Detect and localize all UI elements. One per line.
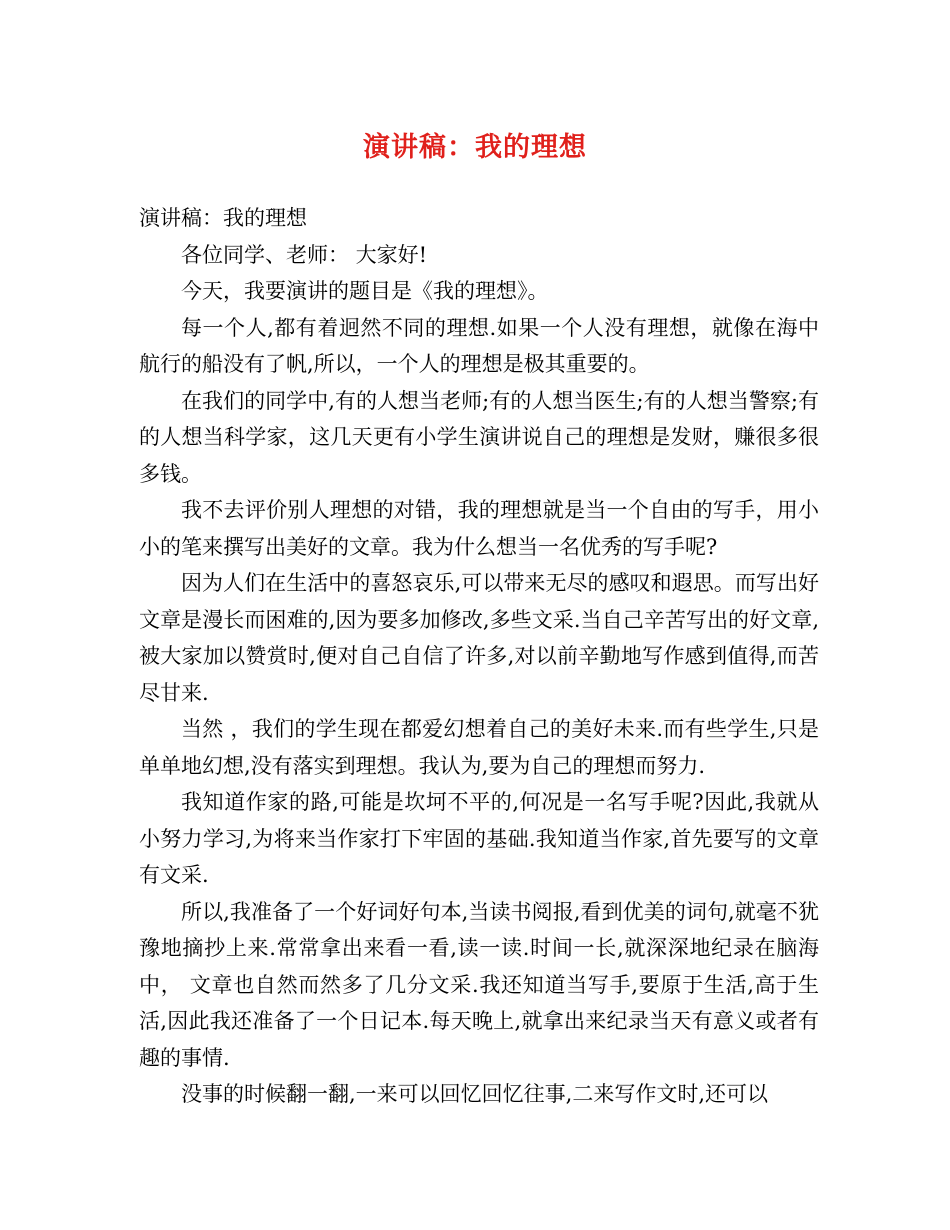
paragraph-greeting: 各位同学、老师： 大家好!: [181, 242, 428, 267]
paragraph-heading: 演讲稿：我的理想: [139, 206, 307, 230]
paragraph: 所以,我准备了一个好词好句本,当读书阅报,看到优美的词句,就毫不犹豫地摘抄上来.常常拿出来看一看,读一读.时间一长,就深深地纪录在脑海中， 文章也自然而然多了几分文采.我还知道当写手,要原于生活,高于生活,因此我还准备了一个日记本.每天晚上,就拿出来纪录当天有意义或者有趣的事情.: [139, 899, 819, 1070]
paragraph: 今天，我要演讲的题目是《我的理想》。: [181, 279, 549, 303]
paragraph: 当然 ，我们的学生现在都爱幻想着自己的美好未来.而有些学生,只是单单地幻想,没有落实到理想。我认为,要为自己的理想而努力.: [139, 717, 819, 778]
paragraph: 我不去评价别人理想的对错，我的理想就是当一个自由的写手，用小小的笔来撰写出美好的文章。我为什么想当一名优秀的写手呢?: [139, 498, 819, 559]
page-title: 演讲稿：我的理想: [363, 132, 587, 163]
paragraph: 我知道作家的路,可能是坎坷不平的,何况是一名写手呢?因此,我就从小努力学习,为将来当作家打下牢固的基础.我知道当作家,首先要写的文章有文采.: [139, 790, 819, 887]
paragraph: 没事的时候翻一翻,一来可以回忆回忆往事,二来写作文时,还可以: [181, 1082, 769, 1106]
paragraph: 因为人们在生活中的喜怒哀乐,可以带来无尽的感叹和遐思。而写出好文章是漫长而困难的,因为要多加修改,多些文采.当自己辛苦写出的好文章,被大家加以赞赏时,便对自己自信了许多,对以前辛勤地写作感到值得,而苦尽甘来.: [139, 571, 819, 705]
paragraph: 在我们的同学中,有的人想当老师;有的人想当医生;有的人想当警察;有的人想当科学家，这几天更有小学生演讲说自己的理想是发财，赚很多很多钱。: [139, 388, 819, 486]
document-body: [139, 200, 819, 1113]
paragraph: 每一个人,都有着迥然不同的理想.如果一个人没有理想，就像在海中航行的船没有了帆,所以，一个人的理想是极其重要的。: [139, 315, 819, 376]
